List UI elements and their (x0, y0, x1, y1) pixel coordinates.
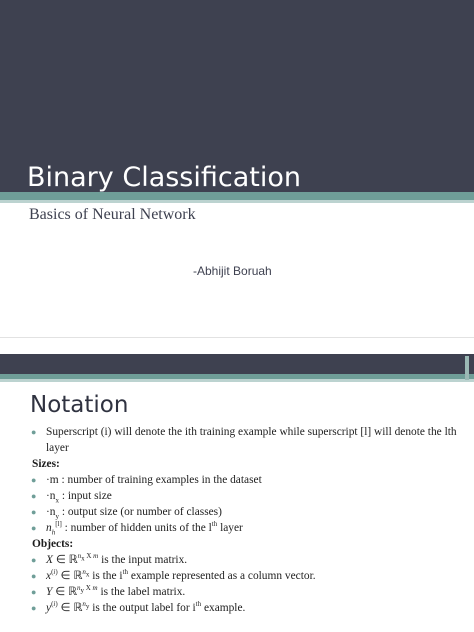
bullet-icon: ● (31, 571, 37, 581)
accent-stripe-light (0, 379, 474, 382)
bullet-icon: ● (31, 427, 37, 437)
header-band (0, 354, 474, 374)
size-nh-text: : number of hidden units of the l (61, 522, 212, 534)
section-heading (30, 536, 460, 552)
intro-text: Superscript (i) will denote the ith training example while superscript [l] will denote the lth layer (46, 426, 457, 454)
size-m-text: : number of training examples in the dataset (58, 474, 262, 486)
notation-content (30, 424, 460, 616)
section-heading (30, 456, 460, 472)
sizes-heading: Sizes: (32, 458, 60, 470)
bullet-icon: ● (31, 555, 37, 565)
object-y-text: is the output label for i (89, 602, 196, 614)
object-X-text: is the input matrix. (98, 554, 188, 566)
list-item: ● X ∈ ℝ$^{n_x X m}$ is the input matrix. (31, 552, 188, 566)
list-item: ● $\cdot n_y$ : output size (or number of classes) (31, 506, 222, 521)
notation-slide (0, 354, 474, 632)
object-Y-text: is the label matrix. (97, 586, 186, 598)
scroll-marker-icon (462, 354, 472, 382)
size-ny-text: : output size (or number of classes) (59, 506, 222, 518)
list-item: ● Y ∈ ℝ$^{n_y X m}$ is the label matrix. (31, 584, 186, 598)
bullet-icon: ● (31, 587, 37, 597)
bullet-icon: ● (31, 475, 37, 485)
list-item (30, 424, 460, 456)
list-item: ● $x^{(i)}$ ∈ ℝ$^{n_x}$ is the $i^{th}$ example represented as a column vector. (31, 568, 316, 582)
bullet-icon: ● (31, 603, 37, 613)
list-item: ● $\cdot n_x$ : input size (31, 490, 112, 505)
accent-stripe (0, 192, 474, 200)
size-nx-text: : input size (59, 490, 112, 502)
bullet-icon: ● (31, 523, 37, 533)
slide-divider (0, 337, 474, 338)
slide-title: Notation (30, 392, 129, 418)
bullet-icon: ● (31, 491, 37, 501)
object-x-text: is the i (89, 570, 123, 582)
list-item: ● $n_h[l]$ : number of hidden units of the $l^{th}$ layer (31, 520, 243, 537)
accent-stripe-light (0, 200, 474, 203)
objects-heading: Objects: (32, 538, 74, 550)
list-item: ● ·m : number of training examples in the dataset (31, 474, 262, 486)
list-item: ● $y^{(i)}$ ∈ ℝ$^{n_y}$ is the output label for $i^{th}$ example. (31, 600, 246, 614)
author-line: -Abhijit Boruah (193, 264, 272, 278)
bullet-icon: ● (31, 507, 37, 517)
slide-subtitle: Basics of Neural Network (29, 206, 196, 223)
slide-title: Binary Classification (27, 162, 301, 193)
